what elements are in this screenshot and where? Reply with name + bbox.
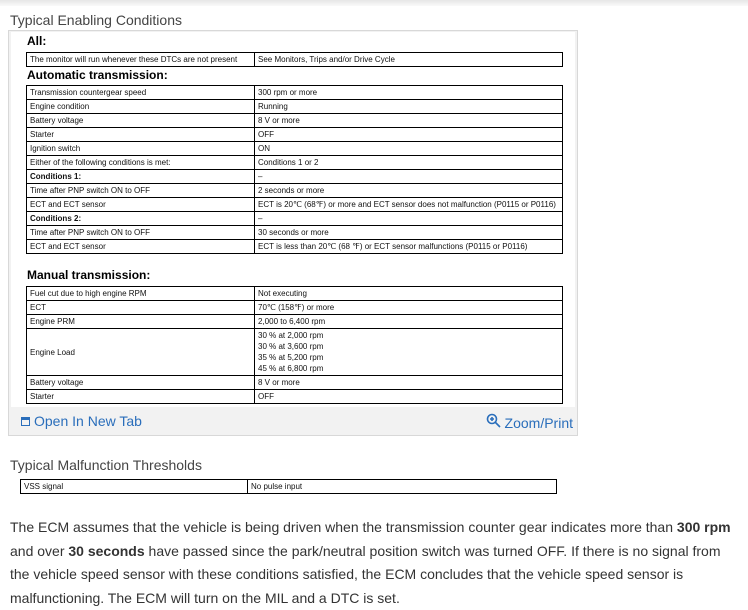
top-bar [0, 0, 748, 6]
label-cell: The monitor will run whenever these DTCs are not present [27, 53, 255, 67]
label-cell: Starter [27, 390, 255, 404]
zoom-print-link[interactable] [486, 409, 573, 431]
all-heading: All: [27, 34, 47, 48]
label-cell: ECT and ECT sensor [27, 198, 255, 212]
desc-text: The ECM assumes that the vehicle is being driven when the transmission counter gear indicates more than [10, 519, 677, 535]
zoom-print-label: Zoom/Print [504, 415, 573, 431]
open-new-tab-label: Open In New Tab [34, 413, 142, 429]
value-cell: 2 seconds or more [255, 184, 563, 198]
desc-bold: 300 rpm [676, 519, 731, 535]
table-row [27, 114, 563, 128]
table-row [27, 184, 563, 198]
label-cell: Conditions 1: [27, 170, 255, 184]
label-cell: Time after PNP switch ON to OFF [27, 184, 255, 198]
value-cell: – [255, 170, 563, 184]
table-row [27, 86, 563, 100]
table-row [27, 142, 563, 156]
label-cell: Engine Load [27, 329, 255, 376]
auto-heading: Automatic transmission: [27, 68, 168, 82]
value-cell: – [255, 212, 563, 226]
table-row [27, 390, 563, 404]
value-cell: Not executing [255, 287, 563, 301]
value-cell: Running [255, 100, 563, 114]
label-cell: Fuel cut due to high engine RPM [27, 287, 255, 301]
table-row [27, 53, 563, 67]
manual-heading: Manual transmission: [27, 268, 151, 282]
value-cell: OFF [255, 390, 563, 404]
table-row [27, 198, 563, 212]
label-cell: Transmission countergear speed [27, 86, 255, 100]
value-cell: 30 seconds or more [255, 226, 563, 240]
label-cell: Conditions 2: [27, 212, 255, 226]
label-cell: Engine condition [27, 100, 255, 114]
desc-text: and over [10, 542, 69, 559]
table-row [27, 315, 563, 329]
table-row [27, 329, 563, 376]
value-cell: 30 % at 2,000 rpm 30 % at 3,600 rpm 35 % at 5,200 rpm 45 % at 6,800 rpm [255, 329, 563, 376]
value-cell: See Monitors, Trips and/or Drive Cycle [255, 53, 563, 67]
value-cell: 70℃ (158℉) or more [255, 301, 563, 315]
table-row [27, 128, 563, 142]
table-row [27, 376, 563, 390]
value-cell: OFF [255, 128, 563, 142]
thresholds-table [20, 479, 557, 494]
value-cell: ECT is 20℃ (68℉) or more and ECT sensor does not malfunction (P0115 or P0116) [255, 198, 563, 212]
table-row [27, 170, 563, 184]
table-row [27, 226, 563, 240]
value-cell: Conditions 1 or 2 [255, 156, 563, 170]
label-cell: Time after PNP switch ON to OFF [27, 226, 255, 240]
table-row [27, 287, 563, 301]
desc-bold: 30 seconds [68, 542, 145, 559]
auto-table [26, 85, 563, 254]
value-cell: 8 V or more [255, 114, 563, 128]
label-cell: Either of the following conditions is met: [27, 156, 255, 170]
table-row [27, 240, 563, 254]
desc-text: have passed since the park/neutral position switch was turned OFF. If there is no signal from the vehicle speed sensor with these conditions satisfied, the ECM concludes that the vehicle speed sensor is malfunctioning. The ECM will turn on the MIL and a DTC is set. [10, 542, 721, 606]
label-cell: Ignition switch [27, 142, 255, 156]
table-row [21, 480, 557, 494]
label-cell: VSS signal [21, 480, 248, 494]
value-cell: 8 V or more [255, 376, 563, 390]
label-cell: ECT and ECT sensor [27, 240, 255, 254]
zoom-in-icon [486, 413, 501, 428]
open-new-tab-link[interactable] [21, 413, 142, 429]
document-image [11, 32, 575, 407]
value-cell: ECT is less than 20℃ (68 ℉) or ECT sensor malfunctions (P0115 or P0116) [255, 240, 563, 254]
open-tab-icon [21, 417, 30, 426]
description-paragraph [10, 516, 740, 610]
table-row [27, 212, 563, 226]
value-cell: 300 rpm or more [255, 86, 563, 100]
label-cell: Battery voltage [27, 376, 255, 390]
table-row [27, 100, 563, 114]
label-cell: Battery voltage [27, 114, 255, 128]
all-table [26, 52, 563, 67]
label-cell: Engine PRM [27, 315, 255, 329]
table-row [27, 156, 563, 170]
table-row [27, 301, 563, 315]
value-cell: No pulse input [248, 480, 557, 494]
enabling-title: Typical Enabling Conditions [10, 12, 182, 28]
label-cell: Starter [27, 128, 255, 142]
value-cell: ON [255, 142, 563, 156]
value-cell: 2,000 to 6,400 rpm [255, 315, 563, 329]
document-frame [8, 30, 578, 436]
label-cell: ECT [27, 301, 255, 315]
manual-table [26, 286, 563, 404]
thresholds-title: Typical Malfunction Thresholds [10, 457, 202, 473]
